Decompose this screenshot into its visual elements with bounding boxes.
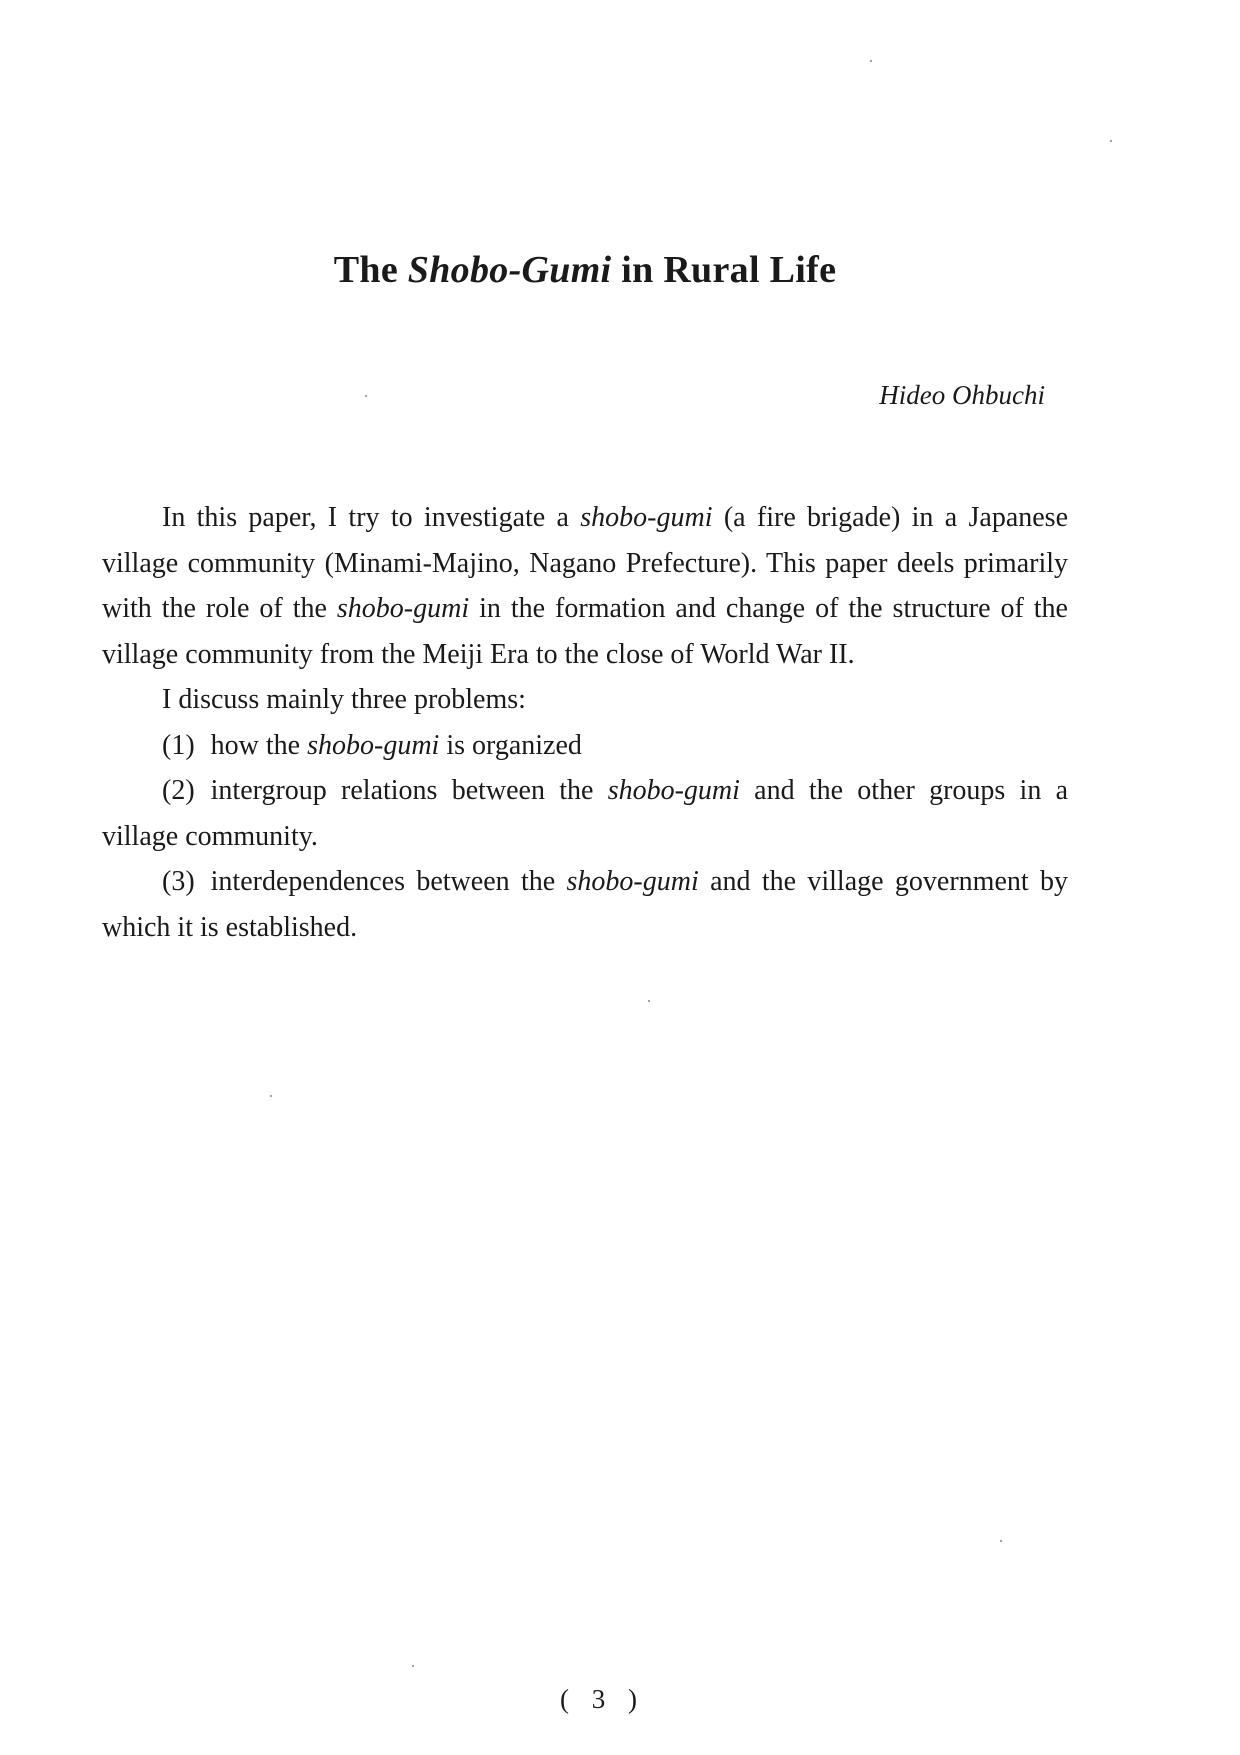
scan-speck xyxy=(648,1000,650,1002)
p1-em-2: shobo-gumi xyxy=(336,593,470,624)
title-suffix: in Rural Life xyxy=(611,249,837,291)
p1-text-a: In this paper, I try to investigate a xyxy=(162,502,581,533)
problem-number-3: (3) xyxy=(162,866,195,897)
problem-number-1: (1) xyxy=(162,729,195,761)
p1-em-1: shobo-gumi xyxy=(580,502,713,533)
problem-2-text-a: intergroup relations between the xyxy=(210,775,608,806)
problem-2-em: shobo-gumi xyxy=(607,775,740,806)
p1-text-c: in the formation and change of the structure of the village community from the Meiji Era to the close of World War II. xyxy=(102,593,1068,670)
problem-item-1 xyxy=(102,723,1068,769)
scan-speck xyxy=(1000,1540,1002,1542)
problem-item-2 xyxy=(102,768,1068,859)
scan-speck xyxy=(870,60,872,62)
problem-1-em: shobo-gumi xyxy=(307,729,440,761)
abstract-body xyxy=(102,495,1068,950)
problem-3-text-a: interdependences between the xyxy=(210,866,567,897)
problem-3-text-b: and the village government by which it is established. xyxy=(102,866,1068,943)
author-name: Hideo Ohbuchi xyxy=(879,380,1045,410)
scan-speck xyxy=(365,395,367,397)
problem-1-text-a: how the xyxy=(210,729,308,761)
title-italic-term: Shobo-Gumi xyxy=(407,249,612,291)
problem-item-3 xyxy=(102,859,1068,950)
scan-speck xyxy=(1110,140,1112,142)
abstract-paragraph-1 xyxy=(102,495,1068,677)
problem-3-em: shobo-gumi xyxy=(566,866,699,897)
page-number: ( 3 ) xyxy=(560,1684,645,1714)
scan-speck xyxy=(270,1095,272,1097)
abstract-paragraph-2: I discuss mainly three problems: xyxy=(162,684,526,715)
problem-1-text-b: is organized xyxy=(439,729,582,761)
problem-number-2: (2) xyxy=(162,775,195,806)
scan-speck xyxy=(412,1665,414,1667)
title-prefix: The xyxy=(333,249,408,291)
problem-2-text-b: and the other groups in a village community. xyxy=(102,775,1068,852)
p1-text-b: (a fire brigade) in a Japanese village community (Minami-Majino, Nagano Prefecture). This paper deels primarily with the role of the xyxy=(102,502,1068,624)
paper-title xyxy=(0,240,1170,300)
